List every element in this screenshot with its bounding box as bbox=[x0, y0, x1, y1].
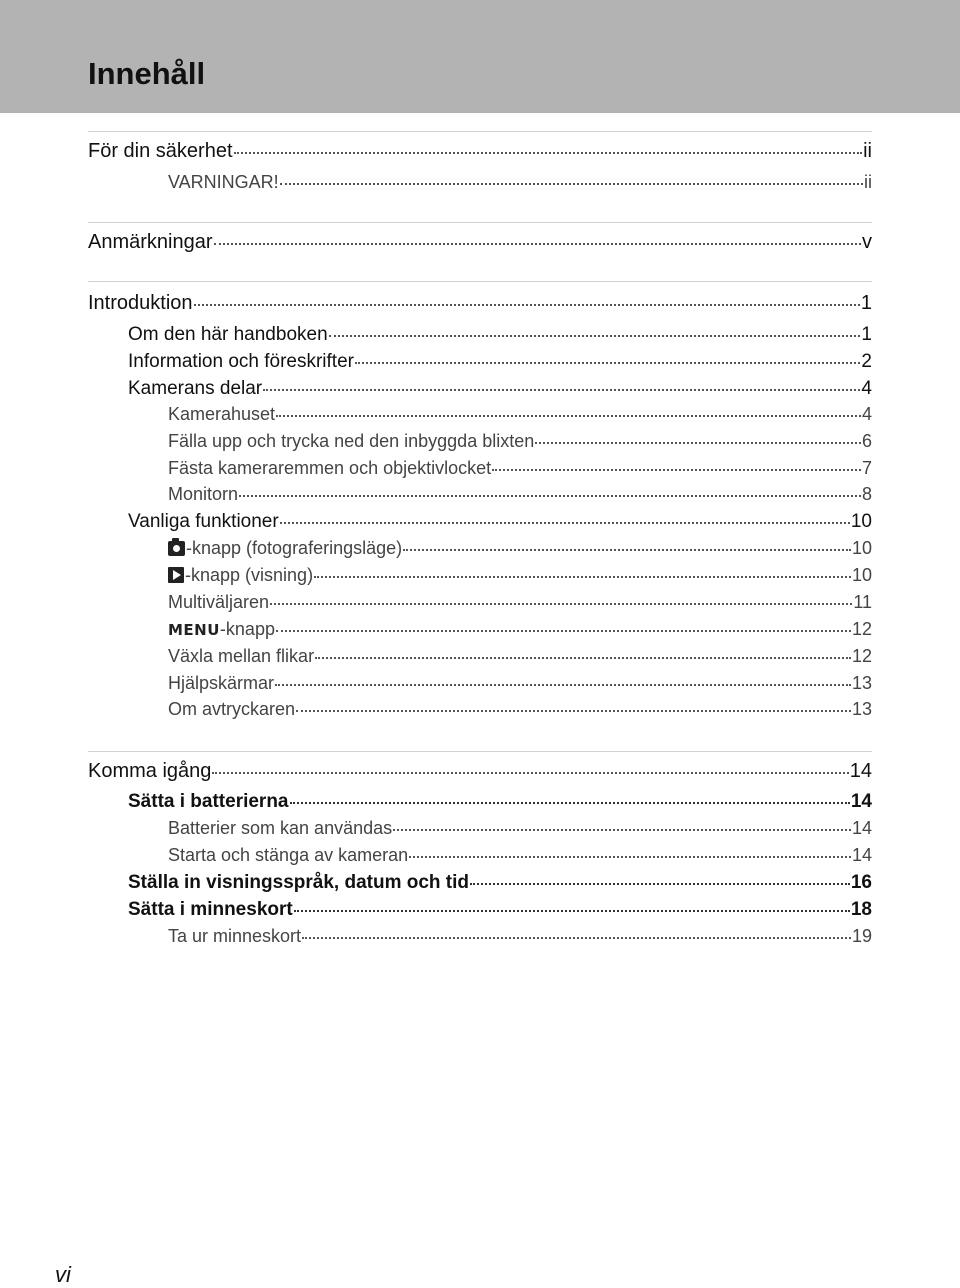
toc-entry-item[interactable] bbox=[168, 173, 872, 191]
toc-entry-label: Hjälpskärmar bbox=[168, 673, 275, 693]
toc-entry-item[interactable] bbox=[168, 846, 872, 864]
toc-entry-item[interactable] bbox=[168, 539, 872, 557]
toc-entry-text bbox=[168, 700, 295, 718]
toc-entry-label: Ta ur minneskort bbox=[168, 926, 302, 946]
toc-entry-item[interactable] bbox=[128, 352, 872, 371]
toc-page-number: 4 bbox=[861, 378, 872, 399]
dot-leader bbox=[276, 630, 851, 632]
toc-entry-text bbox=[168, 846, 408, 864]
dot-leader bbox=[270, 603, 852, 605]
toc-page-number: 18 bbox=[850, 899, 872, 920]
toc-page-number: 14 bbox=[851, 818, 872, 838]
dot-leader bbox=[275, 684, 851, 686]
dot-leader bbox=[294, 910, 850, 912]
toc-entry-item[interactable] bbox=[168, 927, 872, 945]
toc-entry-item[interactable] bbox=[128, 379, 872, 398]
dot-leader bbox=[492, 469, 861, 471]
toc-entry-label: Om avtryckaren bbox=[168, 699, 296, 719]
toc-entry-label: Starta och stänga av kameran bbox=[168, 845, 409, 865]
toc-entry-text bbox=[168, 819, 392, 837]
toc-page-number: v bbox=[862, 231, 872, 253]
dot-leader bbox=[314, 576, 851, 578]
toc-entry-label: Om den här handboken bbox=[128, 324, 328, 345]
page-number: vi bbox=[55, 1262, 71, 1287]
toc-page-number: 10 bbox=[851, 538, 872, 558]
toc-entry-text bbox=[128, 792, 289, 811]
toc-entry-label: Monitorn bbox=[168, 484, 239, 504]
toc-entry-text bbox=[168, 539, 402, 557]
dot-leader bbox=[393, 829, 851, 831]
toc-entry-item[interactable] bbox=[128, 900, 872, 919]
toc-entry-item[interactable] bbox=[168, 819, 872, 837]
toc-entry-item[interactable] bbox=[168, 674, 872, 692]
toc-entry-item[interactable] bbox=[168, 459, 872, 477]
section-divider bbox=[88, 751, 872, 752]
toc-entry-section[interactable] bbox=[88, 141, 872, 161]
toc-entry-label: Multiväljaren bbox=[168, 592, 270, 612]
toc-entry-label: -knapp bbox=[219, 619, 275, 639]
toc-entry-item[interactable] bbox=[168, 620, 872, 638]
toc-entry-item[interactable] bbox=[128, 512, 872, 531]
toc-page-number: 1 bbox=[860, 292, 872, 314]
toc-entry-text bbox=[168, 620, 275, 638]
section-divider bbox=[88, 131, 872, 132]
toc-entry-text bbox=[128, 873, 469, 892]
dot-leader bbox=[302, 937, 851, 939]
dot-leader bbox=[276, 415, 861, 417]
toc-entry-item[interactable] bbox=[168, 485, 872, 503]
toc-entry-label: Växla mellan flikar bbox=[168, 646, 315, 666]
toc-page-number: 1 bbox=[861, 324, 872, 345]
dot-leader bbox=[535, 442, 861, 444]
toc-entry-section[interactable] bbox=[88, 232, 872, 252]
toc-entry-label: Kamerahuset bbox=[168, 404, 276, 424]
toc-entry-section[interactable] bbox=[88, 761, 872, 781]
toc-page-number: 16 bbox=[850, 872, 872, 893]
toc-page-number: 7 bbox=[861, 458, 872, 478]
toc-entry-text bbox=[168, 593, 269, 611]
toc-entry-item[interactable] bbox=[128, 325, 872, 344]
toc-entry-text bbox=[168, 674, 274, 692]
dot-leader bbox=[409, 856, 851, 858]
toc-entry-text bbox=[128, 512, 279, 531]
menu-label-icon: MENU bbox=[168, 621, 220, 639]
toc-page-number: 2 bbox=[861, 351, 872, 372]
dot-leader bbox=[315, 657, 851, 659]
toc-entry-text bbox=[128, 900, 293, 919]
dot-leader bbox=[214, 243, 861, 245]
toc-entry-item[interactable] bbox=[168, 700, 872, 718]
toc-entry-item[interactable] bbox=[168, 593, 872, 611]
page-title: Innehåll bbox=[88, 56, 206, 91]
toc-entry-label: För din säkerhet bbox=[88, 140, 233, 162]
toc-entry-item[interactable] bbox=[168, 432, 872, 450]
toc-entry-label: -knapp (visning) bbox=[185, 565, 314, 585]
section-divider bbox=[88, 222, 872, 223]
toc-page-number: 12 bbox=[851, 646, 872, 666]
toc-entry-label: Batterier som kan användas bbox=[168, 818, 393, 838]
dot-leader bbox=[280, 183, 863, 185]
toc-page-number: 19 bbox=[851, 926, 872, 946]
toc-entry-item[interactable] bbox=[168, 647, 872, 665]
toc-page-number: 8 bbox=[861, 484, 872, 504]
section-divider bbox=[88, 281, 872, 282]
dot-leader bbox=[194, 304, 860, 306]
dot-leader bbox=[296, 710, 851, 712]
toc-page-number: 4 bbox=[861, 404, 872, 424]
dot-leader bbox=[329, 335, 861, 337]
toc-entry-item[interactable] bbox=[128, 873, 872, 892]
toc-entry-text bbox=[168, 173, 279, 191]
toc-page-number: 13 bbox=[851, 699, 872, 719]
toc-entry-label: Fälla upp och trycka ned den inbyggda blixten bbox=[168, 431, 535, 451]
camera-shooting-icon bbox=[168, 541, 185, 556]
toc-entry-label: -knapp (fotograferingsläge) bbox=[186, 538, 403, 558]
toc-entry-item[interactable] bbox=[168, 566, 872, 584]
toc-entry-label: VARNINGAR! bbox=[168, 172, 279, 192]
dot-leader bbox=[280, 522, 850, 524]
dot-leader bbox=[470, 883, 850, 885]
dot-leader bbox=[263, 389, 860, 391]
toc-entry-text bbox=[128, 325, 328, 344]
dot-leader bbox=[239, 495, 861, 497]
toc-entry-item[interactable] bbox=[168, 405, 872, 423]
dot-leader bbox=[290, 802, 850, 804]
toc-entry-label: Sätta i minneskort bbox=[128, 899, 293, 920]
toc-entry-text bbox=[128, 352, 354, 371]
toc-entry-text bbox=[168, 647, 314, 665]
toc-page-number: 12 bbox=[851, 619, 872, 639]
toc-entry-label: Ställa in visningsspråk, datum och tid bbox=[128, 872, 470, 893]
toc-entry-text bbox=[88, 293, 193, 313]
toc-entry-text bbox=[128, 379, 262, 398]
toc-page-number: ii bbox=[864, 172, 872, 192]
dot-leader bbox=[355, 362, 860, 364]
toc-entry-text bbox=[88, 141, 233, 161]
toc-entry-label: Komma igång bbox=[88, 760, 212, 782]
dot-leader bbox=[403, 549, 851, 551]
toc-entry-text bbox=[168, 927, 301, 945]
toc-entry-label: Sätta i batterierna bbox=[128, 791, 289, 812]
toc-page-number: 13 bbox=[851, 673, 872, 693]
toc-entry-item[interactable] bbox=[128, 792, 872, 811]
dot-leader bbox=[234, 152, 863, 154]
toc-page-number: 10 bbox=[851, 565, 872, 585]
toc-entry-section[interactable] bbox=[88, 293, 872, 313]
toc-entry-text bbox=[168, 459, 491, 477]
dot-leader bbox=[212, 772, 848, 774]
toc-entry-text bbox=[88, 232, 213, 252]
toc-page-number: 14 bbox=[849, 760, 872, 782]
toc-entry-label: Introduktion bbox=[88, 292, 193, 314]
toc-entry-text bbox=[168, 566, 313, 584]
toc-entry-label: Information och föreskrifter bbox=[128, 351, 354, 372]
toc-entry-text bbox=[88, 761, 211, 781]
toc-page-number: 11 bbox=[853, 592, 872, 612]
toc-page-number: ii bbox=[863, 140, 872, 162]
toc-page-number: 6 bbox=[861, 431, 872, 451]
toc-entry-text bbox=[168, 432, 534, 450]
toc-page-number: 10 bbox=[850, 511, 872, 532]
toc-page-number: 14 bbox=[851, 845, 872, 865]
toc-entry-label: Anmärkningar bbox=[88, 231, 213, 253]
toc-entry-label: Fästa kameraremmen och objektivlocket bbox=[168, 458, 492, 478]
toc-entry-text bbox=[168, 405, 275, 423]
toc-page-number: 14 bbox=[850, 791, 872, 812]
toc-entry-text bbox=[168, 485, 238, 503]
playback-icon bbox=[168, 567, 184, 583]
toc-entry-label: Vanliga funktioner bbox=[128, 511, 279, 532]
toc-entry-label: Kamerans delar bbox=[128, 378, 263, 399]
